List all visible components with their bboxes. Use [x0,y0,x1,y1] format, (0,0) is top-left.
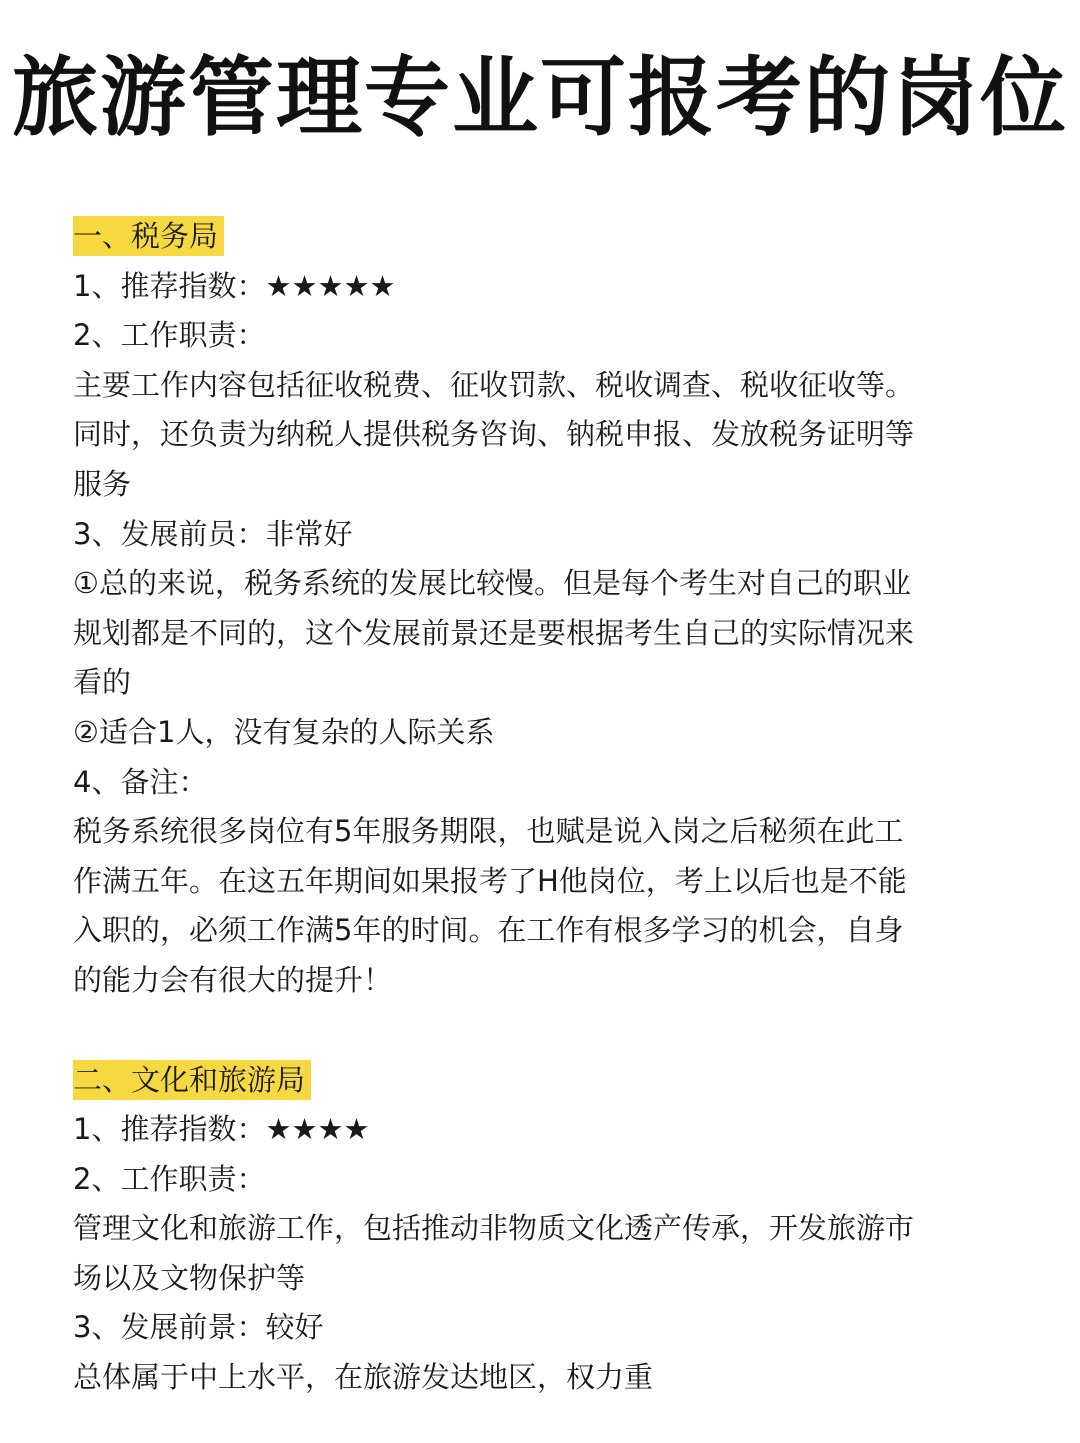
section-spacer [73,1006,1013,1056]
page-title: 旅游管理专业可报考的岗位 [12,48,1068,148]
text-line: 看的 [73,665,132,700]
article-body [73,212,1013,1403]
section-heading-tax-bureau: 一、税务局 [73,216,224,256]
text-line: 1、推荐指数：★★★★ [73,1112,370,1147]
text-line: 入职的，必须工作满5年的时间。在工作有根多学习的机会，自身 [73,913,904,948]
text-line: 2、工作职责： [73,1161,266,1196]
text-line: 同时，还负责为纳税人提供税务咨询、钠税申报、发放税务证明等 [73,417,915,452]
text-line: 2、工作职责： [73,318,266,353]
text-line: 税务系统很多岗位有5年服务期限，也赋是说入岗之后秘须在此工 [73,814,904,849]
text-line: 服务 [73,466,132,501]
text-line: ①总的来说，税务系统的发展比较慢。但是每个考生对自己的职业 [73,566,911,601]
text-line: 3、发展前景：较好 [73,1310,324,1345]
text-line: 场以及文物保护等 [73,1260,306,1295]
text-line: 规划都是不同的，这个发展前景还是要根据考生自己的实际情况来 [73,615,915,650]
text-line: 4、备注： [73,764,208,799]
text-line: 3、发展前员：非常好 [73,516,353,551]
text-line: 管理文化和旅游工作，包括推动非物质文化透产传承，开发旅游市 [73,1211,915,1246]
text-line: 作满五年。在这五年期间如果报考了H他岗位，考上以后也是不能 [73,863,907,898]
text-line: 总体属于中上水平，在旅游发达地区，权力重 [73,1360,654,1395]
text-line: 1、推荐指数：★★★★★ [73,268,396,303]
text-line: ②适合1人，没有复杂的人际关系 [73,714,495,749]
section-heading-culture-tourism-bureau: 二、文化和旅游局 [73,1060,311,1100]
text-line: 主要工作内容包括征收税费、征收罚款、税收调查、税收征收等。 [73,367,915,402]
text-line: 的能力会有很大的提升！ [73,962,393,997]
